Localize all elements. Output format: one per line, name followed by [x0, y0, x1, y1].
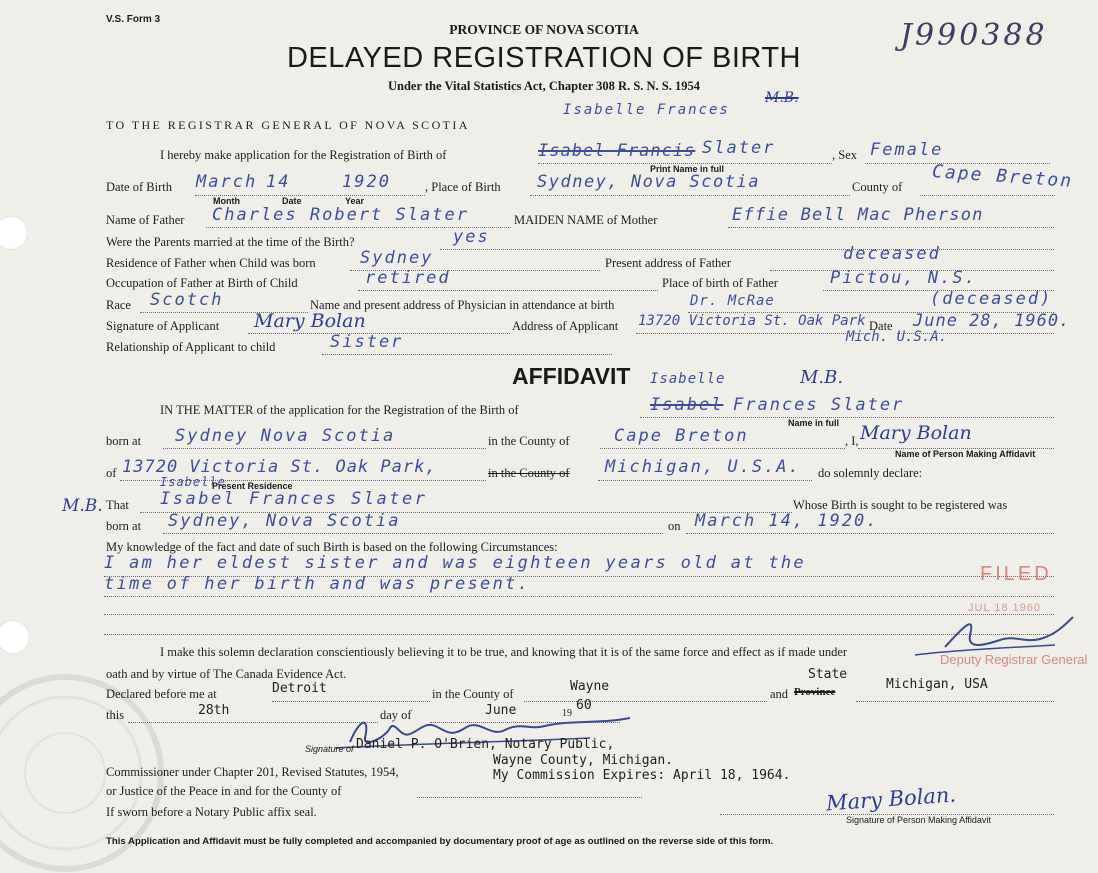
label-place: , Place of Birth: [425, 180, 501, 194]
caption-deponent: Name of Person Making Affidavit: [895, 449, 1036, 459]
that-name: Isabel Frances Slater: [160, 489, 428, 509]
child-surname: Slater: [702, 138, 776, 158]
dob-month: March: [196, 172, 258, 192]
label-whose-birth: Whose Birth is sought to be registered was: [793, 498, 1008, 512]
affidavit-name-struck: Isabel: [650, 395, 724, 415]
affidavit-born-at: Sydney Nova Scotia: [175, 426, 396, 446]
married-value: yes: [453, 227, 490, 247]
father-present-address: deceased: [843, 244, 941, 264]
caption-signature-of: Signature of: [305, 744, 354, 754]
that-name-correction: Isabelle: [160, 475, 226, 489]
label-in-county: in the County of: [488, 434, 570, 448]
label-present-address: Present address of Father: [605, 256, 732, 270]
label-and: and: [770, 687, 789, 701]
struck-initials: M.B.: [765, 90, 799, 106]
sex-value: Female: [870, 140, 944, 160]
label-relationship: Relationship of Applicant to child: [106, 340, 276, 354]
application-date: June 28, 1960.: [913, 311, 1071, 331]
form-number: V.S. Form 3: [106, 14, 161, 25]
footer-instructions: This Application and Affidavit must be fully completed and accompanied by documentary proof of age as outlined on the reverse side of this form.: [106, 836, 774, 847]
label-dob: Date of Birth: [106, 180, 172, 194]
deponent-state: Michigan, U.S.A.: [605, 457, 801, 477]
state-word: State: [808, 667, 848, 682]
label-year-prefix: 19: [562, 708, 572, 719]
affidavit-initials: M.B.: [800, 367, 844, 388]
label-married: Were the Parents married at the time of the Birth?: [106, 235, 355, 249]
child-name-struck: Isabel Francis: [538, 141, 696, 161]
registration-file-number: J990388: [900, 18, 1048, 53]
affidavit-name-correction: Isabelle: [650, 371, 726, 387]
label-matter: IN THE MATTER of the application for the Registration of the Birth of: [160, 403, 519, 417]
declared-month: June: [485, 703, 517, 718]
filed-stamp: FILED: [980, 563, 1052, 585]
caption-year: Year: [345, 196, 365, 206]
applicant-address: 13720 Victoria St. Oak Park: [638, 313, 866, 329]
physician-name: Dr. McRae: [690, 293, 775, 309]
notary-line-3: My Commission Expires: April 18, 1964.: [493, 768, 791, 783]
race-value: Scotch: [150, 290, 224, 310]
label-this: this: [106, 708, 125, 722]
declared-at: Detroit: [272, 681, 327, 696]
deponent-name: Mary Bolan: [860, 422, 972, 444]
province-heading: PROVINCE OF NOVA SCOTIA: [449, 22, 639, 37]
label-applicant-signature: Signature of Applicant: [106, 319, 220, 333]
label-race: Race: [106, 298, 131, 312]
label-father: Name of Father: [106, 213, 185, 227]
label-mother: MAIDEN NAME of Mother: [514, 213, 658, 227]
dob-day: 14: [266, 172, 291, 192]
father-birthplace: Pictou, N.S.: [830, 268, 977, 288]
applicant-address-line2: Mich. U.S.A.: [846, 329, 948, 345]
label-sex: , Sex: [832, 148, 857, 162]
declared-county: Wayne: [570, 679, 610, 694]
punch-hole-bottom: [0, 620, 30, 654]
born-at-2: Sydney, Nova Scotia: [168, 511, 401, 531]
registrar-signature: [905, 605, 1088, 667]
label-that: That: [106, 498, 129, 512]
caption-deponent-signature: Signature of Person Making Affidavit: [846, 815, 991, 825]
label-physician: Name and present address of Physician in attendance at birth: [310, 298, 615, 312]
mother-name: Effie Bell Mac Pherson: [732, 205, 984, 225]
affidavit-heading: AFFIDAVIT: [512, 363, 631, 389]
label-declare: do solemnly declare:: [818, 466, 923, 480]
filed-stamp-date: JUL 18 1960: [968, 602, 1041, 614]
notary-line-2: Wayne County, Michigan.: [493, 753, 674, 768]
solemn-declaration-2: oath and by virtue of The Canada Evidence Act.: [106, 667, 347, 681]
margin-initials: M.B.: [62, 496, 103, 516]
label-born-at-2: born at: [106, 519, 142, 533]
physician-note: (deceased): [930, 289, 1053, 309]
struck-province: Province: [794, 686, 836, 698]
applicant-signature: Mary Bolan: [254, 310, 366, 332]
child-name-correction: Isabelle Frances: [563, 102, 730, 118]
label-father-birthplace: Place of birth of Father: [662, 276, 778, 290]
father-name: Charles Robert Slater: [212, 205, 469, 225]
born-on-date: March 14, 1920.: [695, 511, 879, 531]
deponent-residence: 13720 Victoria St. Oak Park,: [122, 457, 437, 477]
label-in-county-3: in the County of: [432, 687, 514, 701]
father-residence: Sydney: [360, 248, 434, 268]
affidavit-name-rest: Frances Slater: [733, 395, 905, 415]
label-county: County of: [852, 180, 903, 194]
father-occupation: retired: [365, 268, 451, 288]
addressee: TO THE REGISTRAR GENERAL OF NOVA SCOTIA: [106, 118, 470, 132]
caption-name-in-full: Name in full: [788, 418, 840, 428]
caption-month: Month: [213, 196, 240, 206]
label-apply: I hereby make application for the Registration of Birth of: [160, 148, 447, 162]
declared-day: 28th: [198, 703, 230, 718]
caption-date: Date: [282, 196, 302, 206]
label-date: Date: [869, 319, 893, 333]
solemn-declaration-1: I make this solemn declaration conscientiously believing it to be true, and knowing that it is of the same force and effect as if made under: [160, 645, 848, 659]
birth-place: Sydney, Nova Scotia: [537, 172, 760, 192]
circumstance-line-2: time of her birth and was present.: [104, 574, 531, 594]
dob-year: 1920: [342, 172, 391, 192]
seal-note: If sworn before a Notary Public affix seal.: [106, 805, 317, 819]
label-born-at: born at: [106, 434, 142, 448]
form-subtitle: Under the Vital Statistics Act, Chapter 308 R. S. N. S. 1954: [387, 79, 701, 93]
circumstance-line-1: I am her eldest sister and was eighteen years old at the: [104, 553, 806, 573]
label-on: on: [668, 519, 681, 533]
label-declared-before: Declared before me at: [106, 687, 217, 701]
deponent-signature: Mary Bolan.: [825, 782, 957, 816]
label-i: , I,: [845, 434, 859, 448]
label-residence: Residence of Father when Child was born: [106, 256, 316, 270]
filed-stamp-officer: Deputy Registrar General: [940, 652, 1088, 667]
declared-year: 60: [576, 698, 592, 713]
notary-line-1: Daniel P. O'Brien, Notary Public,: [356, 737, 615, 752]
label-of: of: [106, 466, 117, 480]
caption-present-residence: Present Residence: [212, 481, 293, 491]
affidavit-county: Cape Breton: [614, 426, 749, 446]
punch-hole-top: [0, 216, 28, 250]
justice-text: or Justice of the Peace in and for the County of: [106, 784, 342, 798]
label-applicant-address: Address of Applicant: [512, 319, 619, 333]
label-knowledge: My knowledge of the fact and date of such Birth is based on the following Circumstances:: [106, 540, 558, 554]
form-title: DELAYED REGISTRATION OF BIRTH: [286, 42, 801, 74]
commissioner-text: Commissioner under Chapter 201, Revised Statutes, 1954,: [106, 765, 399, 779]
label-in-county-struck: in the County of: [488, 466, 570, 480]
relationship-value: Sister: [330, 332, 404, 352]
birth-county: Cape Breton: [931, 161, 1074, 192]
caption-print-name: Print Name in full: [650, 164, 725, 174]
declared-state: Michigan, USA: [886, 677, 988, 692]
label-day-of: day of: [380, 708, 412, 722]
label-occupation: Occupation of Father at Birth of Child: [106, 276, 298, 290]
